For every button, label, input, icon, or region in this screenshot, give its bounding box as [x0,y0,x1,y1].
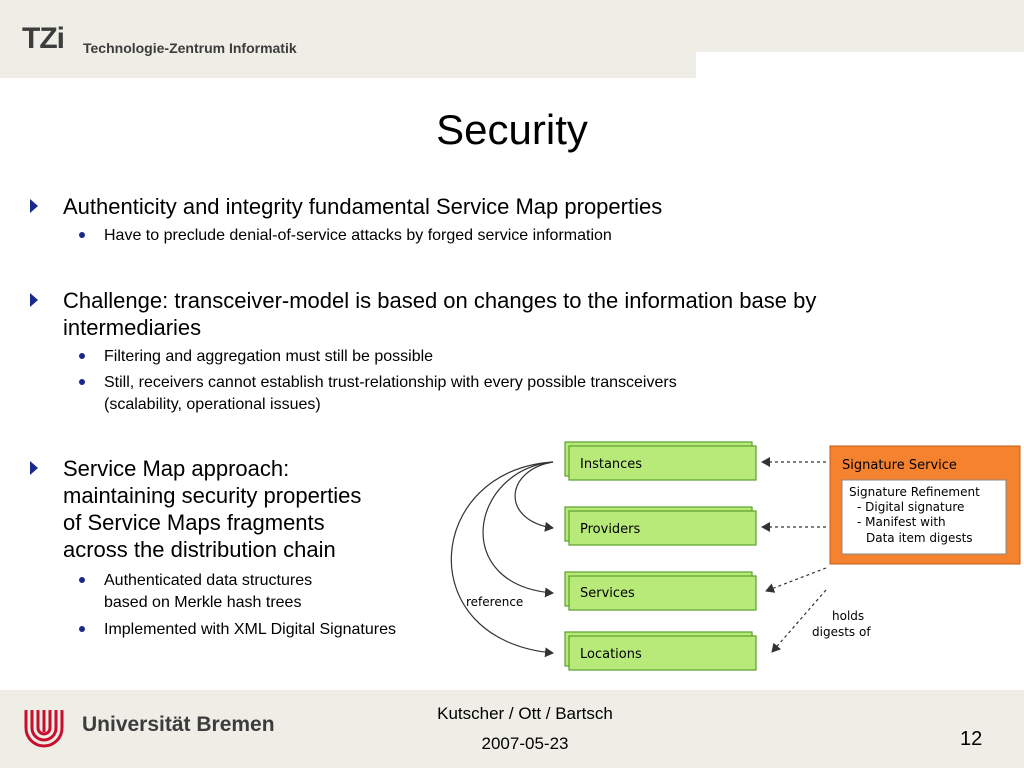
bullet-1-line: Authenticity and integrity fundamental Service Map properties [63,194,663,219]
sub-bullet-dot-icon [79,353,85,359]
sub-bullet-dot-icon [79,379,85,385]
tzi-logo: TZi [22,22,64,55]
bullet-2-sub-2 [104,372,677,416]
bullet-arrow-icon [30,461,38,475]
service-map-diagram [430,440,1024,690]
stack-providers [565,507,756,545]
footer-authors: Kutscher / Ott / Bartsch [437,704,613,723]
stack-locations [565,632,756,670]
bullet-3-sub-1-line-2: based on Merkle hash trees [104,594,302,611]
stack-providers-label: Providers [580,522,641,537]
digest-arrow-locations [772,590,826,652]
bullet-3-line-1: Service Map approach: [63,456,290,481]
slide-title: Security [436,106,588,153]
signature-refinement-title: Signature Refinement [849,485,980,499]
bullet-2-sub-1-line: Filtering and aggregation must still be possible [104,348,434,365]
signature-item-2: - Manifest with [857,515,946,529]
reference-arrow-locations [451,462,553,653]
sub-bullet-dot-icon [79,232,85,238]
bullet-1-sub-1 [104,225,612,247]
bullet-3-sub-2-line: Implemented with XML Digital Signatures [104,621,396,638]
stack-services [565,572,756,610]
signature-item-3: Data item digests [866,531,973,545]
digests-of-label: digests of [812,625,871,639]
sub-bullet-dot-icon [79,577,85,583]
bullet-arrow-icon [30,293,38,307]
university-name: Universität Bremen [82,713,275,736]
bullet-3 [63,455,361,563]
bullet-2-sub-2-line-1: Still, receivers cannot establish trust-relationship with every possible transceivers [104,374,677,391]
bullet-3-line-2: maintaining security properties [63,483,362,508]
bullet-2 [63,287,816,341]
stack-locations-label: Locations [580,647,642,662]
bullet-2-sub-1 [104,346,433,368]
bullet-3-sub-1-line-1: Authenticated data structures [104,572,313,589]
signature-item-1: - Digital signature [857,500,965,514]
bullet-3-sub-1 [104,570,312,614]
header-band-right [696,0,1024,52]
footer-date: 2007-05-23 [481,734,569,753]
stack-instances-label: Instances [580,457,643,472]
signature-service [830,446,1020,564]
digest-arrow-services [766,568,826,591]
reference-arrows [451,462,553,653]
bullet-2-line-1: Challenge: transceiver-model is based on changes to the information base by [63,288,817,313]
page-number: 12 [960,728,983,750]
stack-instances [565,442,756,480]
bullet-2-line-2: intermediaries [63,315,202,340]
institute-name: Technologie-Zentrum Informatik [83,40,297,56]
header-band [0,0,696,78]
stack-services-label: Services [580,586,635,601]
bullet-1-sub-1-line: Have to preclude denial-of-service attacks by forged service information [104,227,612,244]
bullet-2-sub-2-line-2: (scalability, operational issues) [104,396,321,413]
digest-arrows [762,462,826,652]
bullet-arrow-icon [30,199,38,213]
reference-label: reference [466,595,524,609]
bullet-1 [63,193,662,220]
bullet-3-line-3: of Service Maps fragments [63,510,325,535]
signature-service-title: Signature Service [842,458,957,473]
holds-label: holds [832,609,865,623]
bullet-3-line-4: across the distribution chain [63,537,336,562]
university-logo-icon [22,706,66,750]
sub-bullet-dot-icon [79,626,85,632]
bullet-3-sub-2 [104,619,396,641]
